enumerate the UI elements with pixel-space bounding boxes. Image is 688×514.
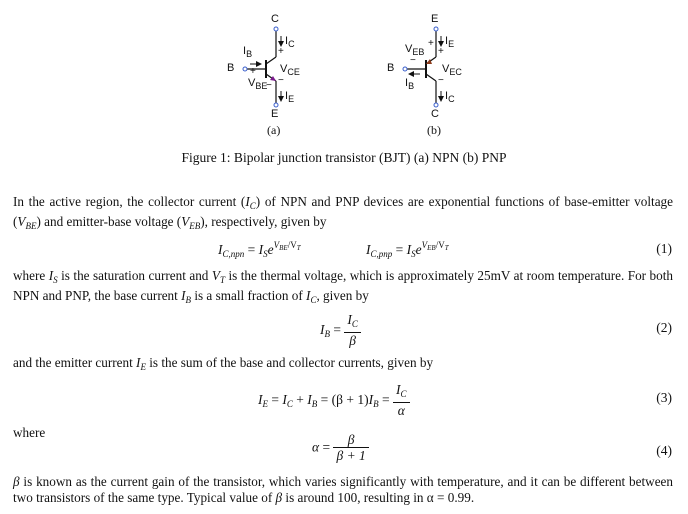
paragraph-2: where $I_S$ is the saturation current and $V_T$ is the thermal voltage, which is approximately 25mV at room temperature. For both NPN and PNP, the base current $I_B$ is a small fraction of $I_C$, given by <box>13 268 674 305</box>
equation-2 <box>0 312 688 346</box>
pnp-label-vec: $V_{EC}$ <box>442 63 462 77</box>
pnp-label-veb: $V_{EB}$ <box>405 43 425 57</box>
paragraph-4: where <box>13 425 46 440</box>
equation-1-npn: $I_{C,npn} = I_Se^{V_{BE}/V_T}$ <box>218 240 301 259</box>
equation-3-number: (3) <box>656 390 672 405</box>
pnp-vec-minus: − <box>438 75 444 86</box>
npn-vce-plus: + <box>278 46 284 57</box>
pnp-label-ie: $I_E$ <box>445 35 455 49</box>
bjt-schematic <box>0 0 688 150</box>
paragraph-3: and the emitter current $I_E$ is the sum of the base and collector currents, given by <box>13 355 434 372</box>
figure-caption: Figure 1: Bipolar junction transistor (BJT) (a) NPN (b) PNP <box>181 150 507 165</box>
npn-terminal-b: B <box>227 62 235 74</box>
pnp-veb-minus: − <box>410 55 416 66</box>
pnp-terminal-c: C <box>431 108 439 120</box>
pnp-transistor <box>403 27 441 107</box>
pnp-terminal-e: E <box>431 13 439 25</box>
equation-2-number: (2) <box>656 320 672 335</box>
pnp-label-ib: $I_B$ <box>405 77 415 91</box>
npn-terminal-e: E <box>271 108 279 120</box>
npn-terminal-c: C <box>271 13 279 25</box>
npn-transistor <box>243 27 281 107</box>
npn-vce-minus: − <box>278 75 284 86</box>
bjt-figure <box>0 0 688 150</box>
equation-3 <box>0 382 688 416</box>
pnp-sublabel: (b) <box>427 123 441 137</box>
npn-label-ie: $I_E$ <box>285 90 295 104</box>
paragraph-1: In the active region, the collector current $(I_C)$ of NPN and PNP devices are exponential functions of base-emitter voltage $(V_{BE})$ and emitter-base voltage $(V_{EB})$, respectively, given by <box>13 194 673 231</box>
npn-vbe-plus: + <box>250 66 256 77</box>
pnp-veb-plus: + <box>428 38 434 49</box>
equation-1 <box>0 238 688 262</box>
npn-label-ib: $I_B$ <box>243 45 253 59</box>
pnp-terminal-b: B <box>387 62 395 74</box>
pnp-label-ic: $I_C$ <box>445 90 455 104</box>
equation-1-number: (1) <box>656 241 672 256</box>
npn-label-vbe: $V_{BE}$ <box>248 77 268 91</box>
equation-4 <box>0 432 688 468</box>
npn-vbe-minus: − <box>266 80 272 91</box>
equation-1-pnp: $I_{C,pnp} = I_Se^{V_{EB}/V_T}$ <box>366 240 449 259</box>
equation-4-body: α = $\frac{\beta}{\beta + 1}$ <box>312 432 369 463</box>
equation-4-number: (4) <box>656 443 672 458</box>
pnp-vec-plus: + <box>438 46 444 57</box>
equation-2-body: $I_B$ = $\frac{I_C}{\beta}$ <box>320 312 361 348</box>
equation-3-body: $I_E = I_C + I_B = (\beta + 1)I_B$ = $\frac{I_C}{\alpha}$ <box>258 382 410 418</box>
npn-label-vce: $V_{CE}$ <box>280 63 300 77</box>
npn-sublabel: (a) <box>267 123 281 137</box>
npn-label-ic: $I_C$ <box>285 35 295 49</box>
paragraph-5: β is known as the current gain of the transistor, which varies significantly with temperature, and it can be different between two transistors of the same type. Typical value of β is around 100, resulting in α = 0.99. <box>13 474 673 505</box>
